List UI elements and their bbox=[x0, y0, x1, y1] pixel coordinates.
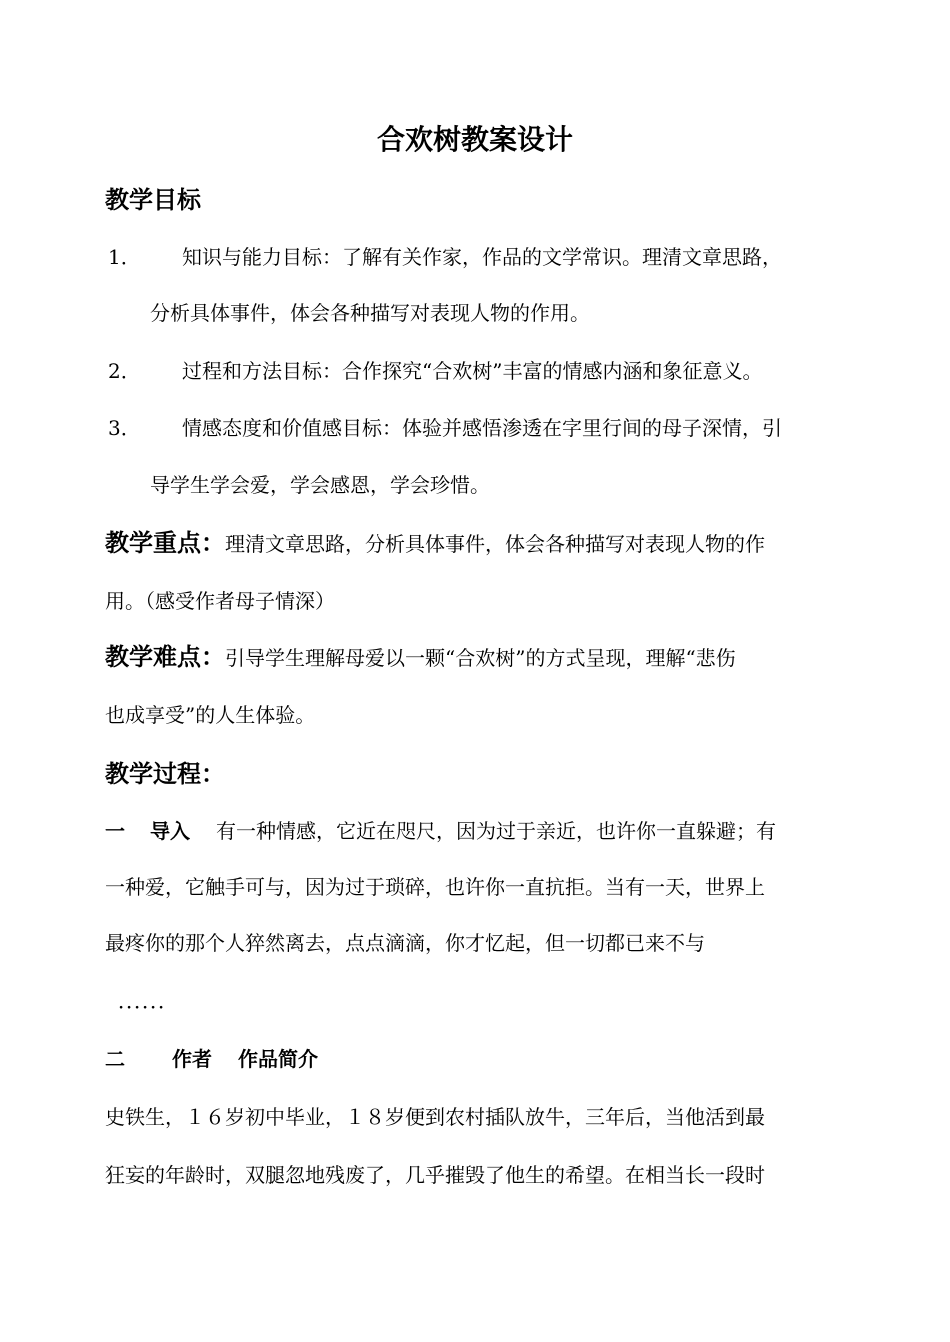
section-2-label-works: 作品简介 bbox=[238, 1047, 318, 1071]
section-1-line-1: 有一种情感，它近在咫尺，因为过于亲近，也许你一直躲避；有 bbox=[216, 819, 776, 843]
process-heading: 教学过程： bbox=[105, 760, 225, 788]
document-title: 合欢树教案设计 bbox=[376, 123, 573, 156]
key-point-text: 理清文章思路，分析具体事件，体会各种描写对表现人物的作 bbox=[225, 532, 765, 556]
difficult-point-text: 引导学生理解母爱以一颗“合欢树”的方式呈现，理解“悲伤 bbox=[225, 646, 736, 670]
objective-2-line-1: 过程和方法目标：合作探究“合欢树”丰富的情感内涵和象征意义。 bbox=[182, 359, 763, 383]
section-1-ellipsis: ．．．．．． bbox=[118, 989, 176, 1013]
objective-3-line-2: 导学生学会爱，学会感恩，学会珍惜。 bbox=[150, 473, 490, 497]
objective-3-line-1: 情感态度和价值感目标：体验并感悟渗透在字里行间的母子深情，引 bbox=[182, 416, 782, 440]
section-1-label: 导入 bbox=[150, 819, 190, 843]
objective-2-number: 2． bbox=[108, 359, 141, 383]
difficult-point-line-2: 也成享受”的人生体验。 bbox=[105, 703, 316, 727]
key-point-line-2: 用。（感受作者母子情深） bbox=[105, 589, 335, 613]
objective-1-line-2: 分析具体事件，体会各种描写对表现人物的作用。 bbox=[150, 301, 590, 325]
section-1-line-2: 一种爱，它触手可与，因为过于琐碎，也许你一直抗拒。当有一天，世界上 bbox=[105, 875, 765, 899]
objectives-heading: 教学目标 bbox=[105, 186, 201, 214]
section-2-line-1: 史铁生，１６岁初中毕业，１８岁便到农村插队放牛，三年后，当他活到最 bbox=[105, 1105, 765, 1129]
difficult-point-label: 教学难点： bbox=[105, 643, 225, 671]
objective-1-number: 1． bbox=[108, 245, 141, 269]
section-1-number: 一 bbox=[105, 819, 125, 843]
section-2-line-2: 狂妄的年龄时，双腿忽地残废了，几乎摧毁了他生的希望。在相当长一段时 bbox=[105, 1163, 765, 1187]
objective-3-number: 3． bbox=[108, 416, 141, 440]
objective-1-line-1: 知识与能力目标：了解有关作家，作品的文学常识。理清文章思路， bbox=[182, 245, 782, 269]
section-1-line-3: 最疼你的那个人猝然离去，点点滴滴，你才忆起，但一切都已来不与 bbox=[105, 931, 705, 955]
difficult-point-line-1 bbox=[105, 640, 736, 675]
key-point-line-1 bbox=[105, 526, 765, 561]
key-point-label: 教学重点： bbox=[105, 529, 225, 557]
section-2-number: 二 bbox=[105, 1047, 125, 1071]
section-2-label-author: 作者 bbox=[172, 1047, 212, 1071]
